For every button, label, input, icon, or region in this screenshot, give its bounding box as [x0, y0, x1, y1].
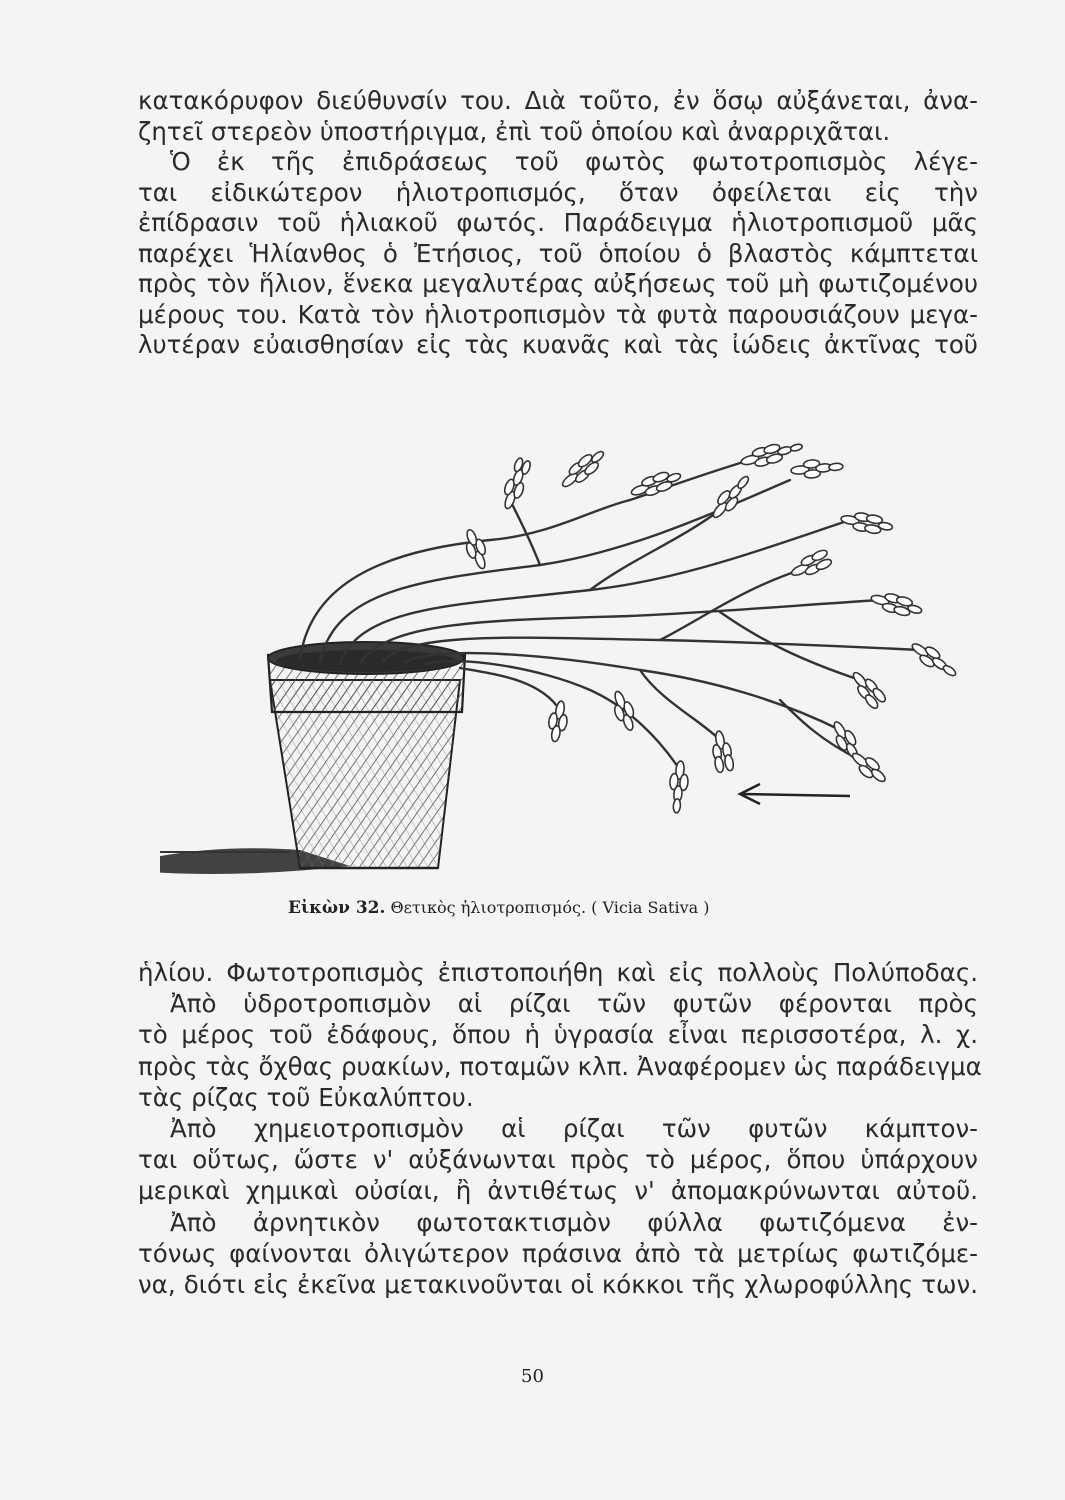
- text-line: μερικαὶ χημικαὶ οὐσίαι, ἢ ἀντιθέτως ν' ἀπομακρύνωνται αὐτοῦ.: [138, 1176, 978, 1206]
- top-paragraphs: [138, 86, 978, 361]
- plant-leaves: [461, 440, 961, 814]
- text-line: ἡλίου. Φωτοτροπισμὸς ἐπιστοποιήθη καὶ εἰς πολλοὺς Πολύποδας.: [138, 958, 978, 987]
- light-direction-arrow-icon: [740, 784, 850, 804]
- plant-phototropism-illustration: [160, 440, 980, 910]
- text-line: Ἀπὸ ἀρνητικὸν φωτοτακτισμὸν φύλλα φωτιζόμενα ἐν-: [170, 1207, 978, 1237]
- text-line: Ὁ ἐκ τῆς ἐπιδράσεως τοῦ φωτὸς φωτοτροπισμὸς λέγε-: [170, 147, 978, 176]
- text-line: ζητεῖ στερεὸν ὑποστήριγμα, ἐπὶ τοῦ ὁποίου καὶ ἀναρριχᾶται.: [138, 116, 891, 146]
- figure-caption: [288, 898, 848, 918]
- figure-caption-text: Θετικὸς ἡλιοτροπισμός.: [390, 898, 587, 917]
- text-line: ται οὕτως, ὥστε ν' αὐξάνωνται πρὸς τὸ μέρος, ὅπου ὑπάρχουν: [138, 1145, 978, 1175]
- bottom-paragraphs: [138, 957, 982, 1300]
- text-line: ται εἰδικώτερον ἡλιοτροπισμός, ὅταν ὀφείλεται εἰς τὴν: [138, 177, 978, 207]
- text-line: ἐπίδρασιν τοῦ ἡλιακοῦ φωτός. Παράδειγμα ἡλιοτροπισμοῦ μᾶς: [138, 208, 978, 237]
- text-line: τὸ μέρος τοῦ ἐδάφους, ὅπου ἡ ὑγρασία εἶναι περισσοτέρα, λ. χ.: [138, 1020, 978, 1050]
- text-line: παρέχει Ἡλίανθος ὁ Ἐτήσιος, τοῦ ὁποίου ὁ βλαστὸς κάμπτεται: [138, 238, 978, 268]
- text-line: Ἀπὸ χημειοτροπισμὸν αἱ ρίζαι τῶν φυτῶν κάμπτον-: [170, 1114, 978, 1144]
- text-line: να, διότι εἰς ἐκεῖνα μετακινοῦνται οἱ κόκκοι τῆς χλωροφύλλης των.: [138, 1270, 978, 1300]
- text-line: λυτέραν εὐαισθησίαν εἰς τὰς κυανᾶς καὶ τὰς ἰώδεις ἀκτῖνας τοῦ: [138, 330, 978, 359]
- page-number: 50: [521, 1366, 544, 1387]
- flower-pot: [268, 642, 465, 868]
- text-line: κατακόρυφον διεύθυνσίν του. Διὰ τοῦτο, ἐν ὅσῳ αὐξάνεται, ἀνα-: [138, 86, 978, 115]
- text-line: Ἀπὸ ὑδροτροπισμὸν αἱ ρίζαι τῶν φυτῶν φέρονται πρὸς: [170, 989, 978, 1019]
- figure-species: ( Vicia Sativa ): [591, 898, 710, 917]
- figure-label: Εἰκὼν 32.: [288, 898, 386, 918]
- text-line: μέρους του. Κατὰ τὸν ἡλιοτροπισμὸν τὰ φυτὰ παρουσιάζουν μεγα-: [138, 299, 978, 329]
- text-line: πρὸς τὸν ἥλιον, ἕνεκα μεγαλυτέρας αὐξήσεως τοῦ μὴ φωτιζομένου: [138, 269, 978, 298]
- text-line: πρὸς τὰς ὄχθας ρυακίων, ποταμῶν κλπ. Ἀναφέρομεν ὡς παράδειγμα: [138, 1051, 982, 1081]
- text-line: τὰς ρίζας τοῦ Εὐκαλύπτου.: [138, 1082, 474, 1112]
- text-line: τόνως φαίνονται ὀλιγώτερον πράσινα ἀπὸ τὰ μετρίως φωτιζόμε-: [138, 1238, 978, 1268]
